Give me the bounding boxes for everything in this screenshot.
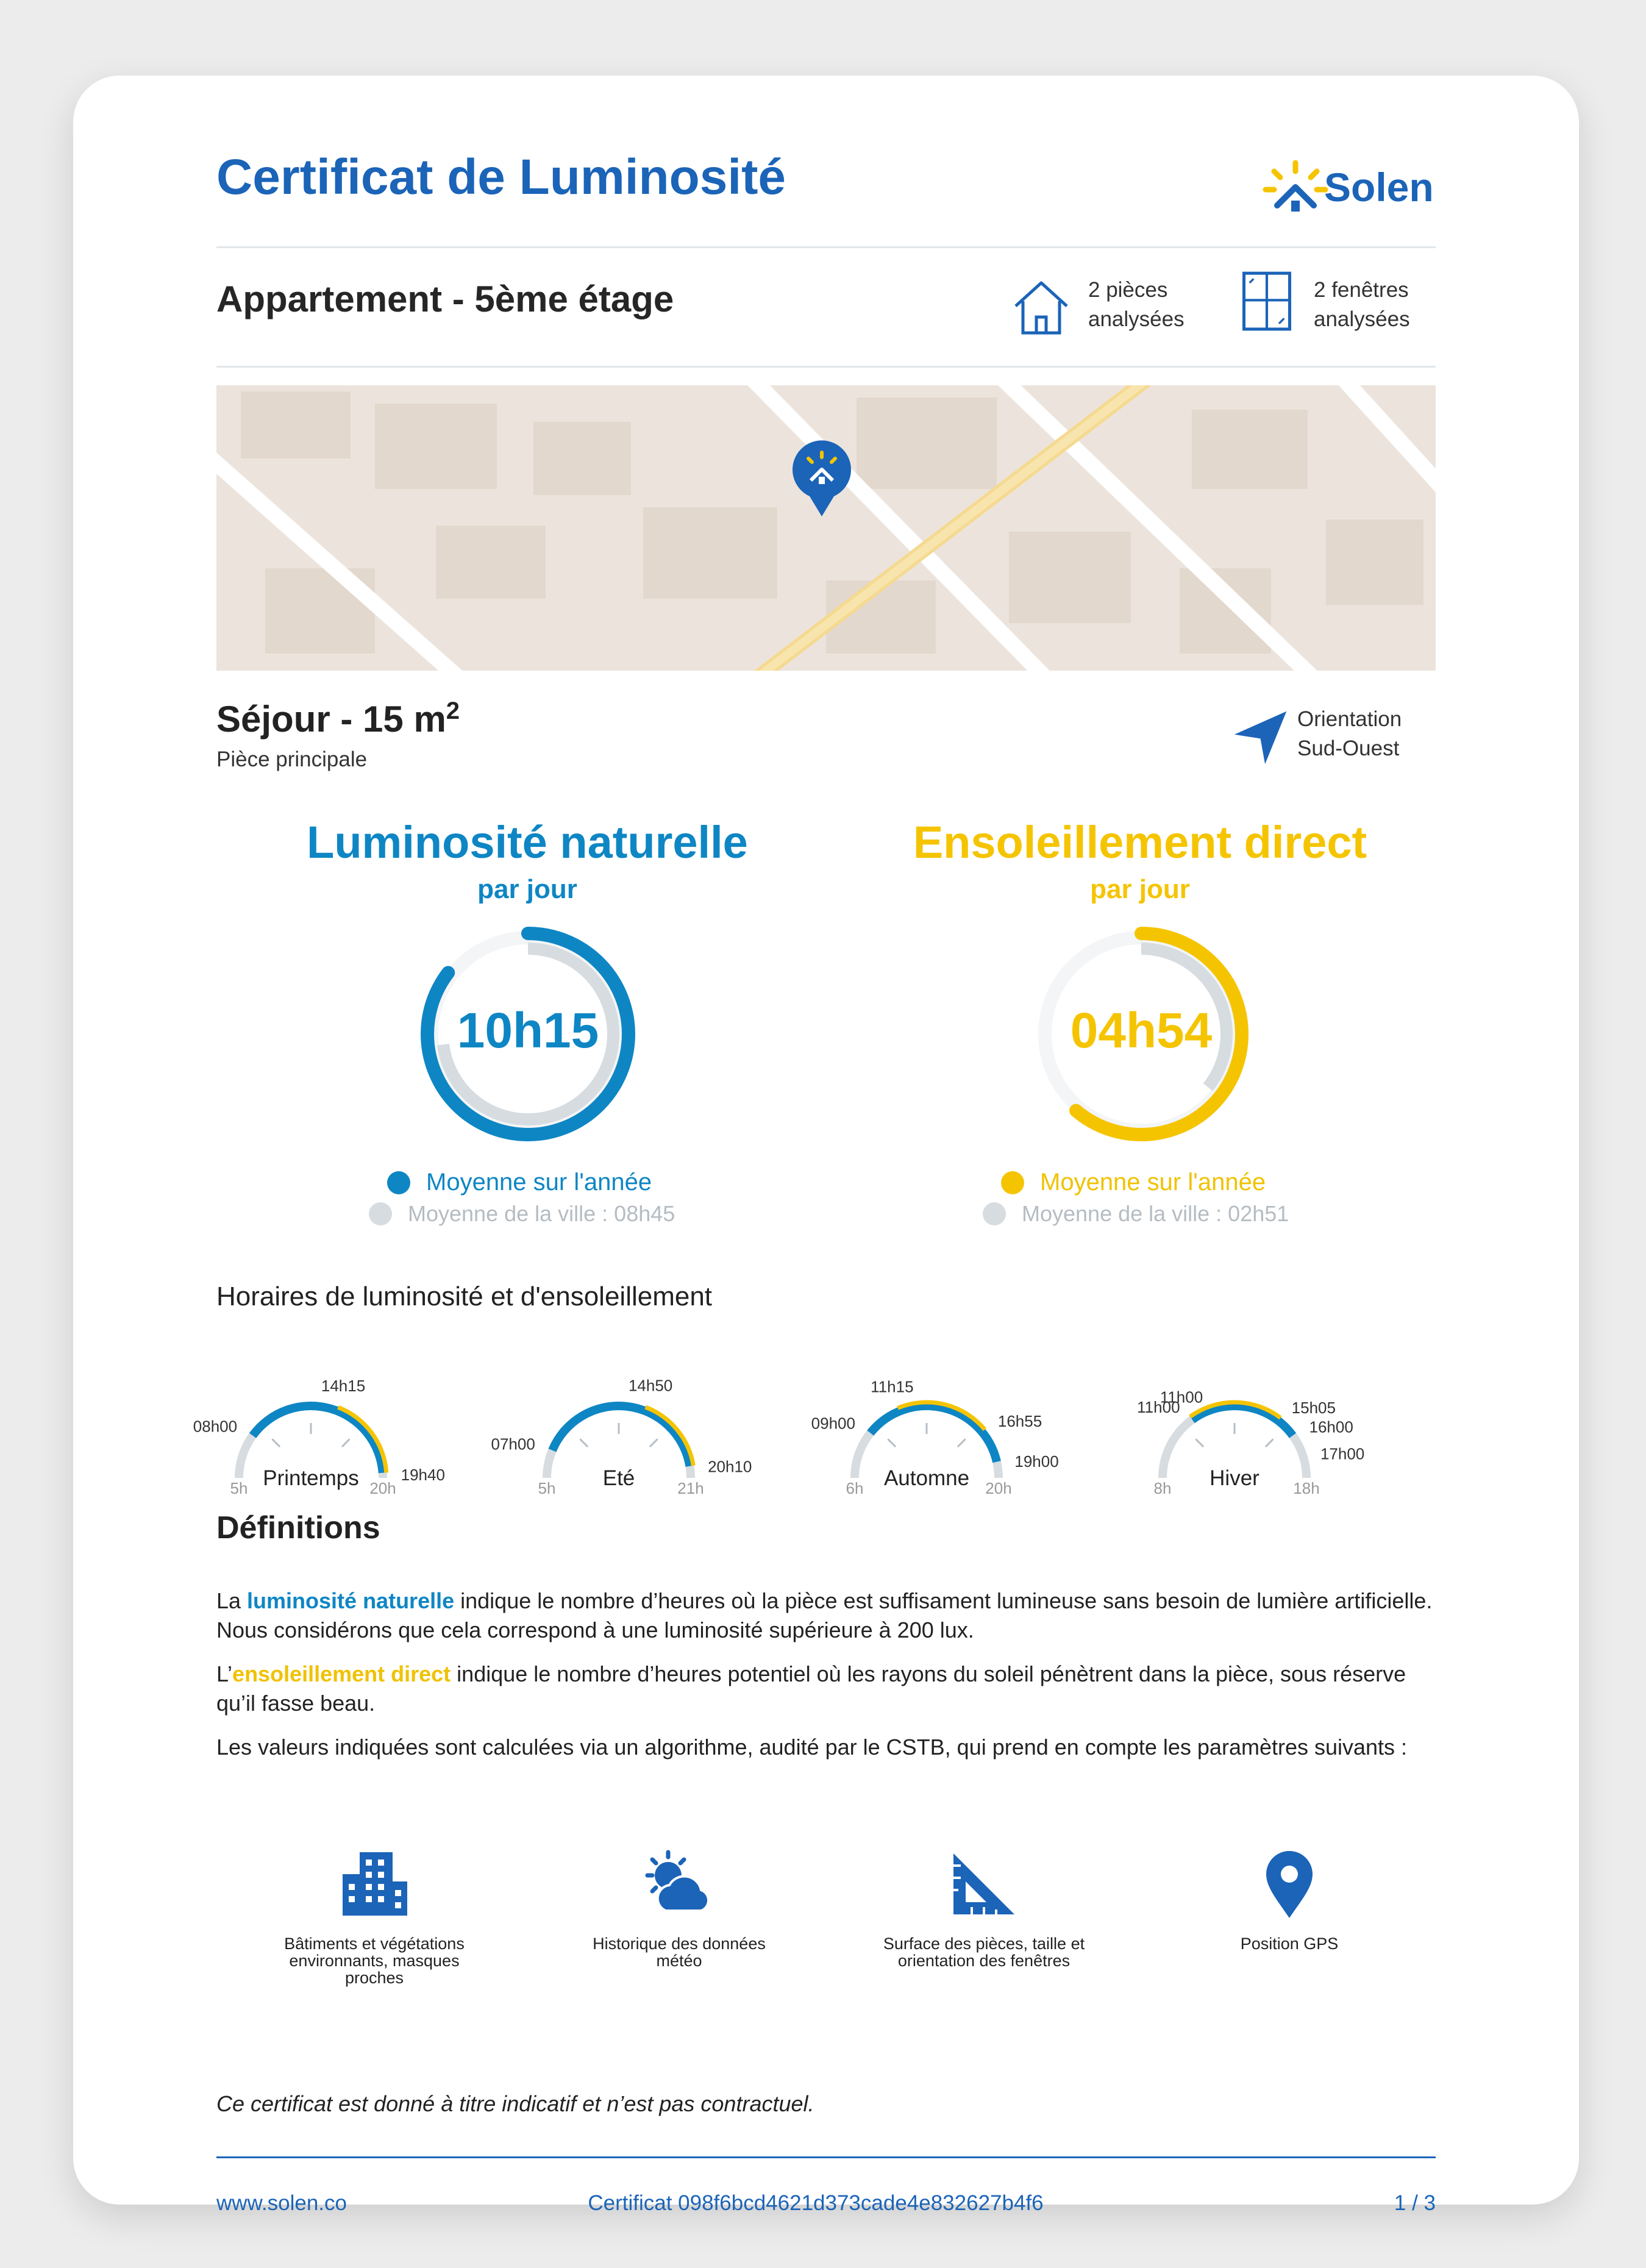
light-start-label: 11h00 bbox=[1137, 1398, 1180, 1417]
sun-end-label: 16h55 bbox=[997, 1412, 1042, 1431]
legend-dot bbox=[1001, 1171, 1024, 1194]
disclaimer: Ce certificat est donné à titre indicatif et n’est pas contractuel. bbox=[216, 2091, 814, 2116]
house-icon bbox=[1011, 277, 1072, 338]
range-end: 20h bbox=[369, 1479, 396, 1497]
gauge-sun-arc bbox=[646, 1407, 694, 1466]
sun-start-label: 14h15 bbox=[321, 1376, 366, 1395]
gauge-tick bbox=[1266, 1439, 1274, 1447]
range-start: 5h bbox=[230, 1479, 248, 1497]
legend-dot bbox=[983, 1202, 1006, 1225]
light-start-label: 07h00 bbox=[491, 1435, 535, 1453]
location-map[interactable] bbox=[216, 385, 1436, 671]
definition-luminosite: La luminosité naturelle indique le nombre d’heures où la pièce est suffisament lumineuse sans besoin de lumière artificielle. Nous considérons que cela correspond à une luminosité supérieure à 200 lux. bbox=[216, 1588, 1433, 1642]
weather-icon bbox=[643, 1847, 716, 1920]
gauge-light-arc bbox=[871, 1406, 997, 1462]
light-start-label: 08h00 bbox=[193, 1417, 238, 1436]
certificate-card bbox=[73, 76, 1579, 2215]
ensoleillement-legend-main: Moyenne sur l'année bbox=[1001, 1169, 1266, 1196]
footer-certificate-id: Certificat 098f6bcd4621d373cade4e832627b4f6 bbox=[588, 2191, 1044, 2215]
divider bbox=[216, 246, 1436, 248]
feature-label: Surface des pièces, taille et orientation des fenêtres bbox=[883, 1935, 1085, 1970]
gauge-tick bbox=[580, 1439, 588, 1447]
footer-divider bbox=[216, 2156, 1436, 2158]
gauge-track bbox=[1163, 1406, 1306, 1478]
definition-ensoleillement: L’ensoleillement direct indique le nombre d’heures potentiel où les rayons du soleil pénètrent dans la pièce, sous réserve qu’il fasse beau. bbox=[216, 1661, 1406, 1716]
room-title: Séjour - 15 $m^2$ bbox=[216, 697, 460, 740]
compass-arrow-icon bbox=[1231, 708, 1289, 766]
map-pin-icon bbox=[788, 440, 855, 519]
luminosite-legend-city: Moyenne de la ville : 08h45 bbox=[369, 1201, 675, 1227]
luminosite-legend-main: Moyenne sur l'année bbox=[387, 1169, 652, 1196]
end-label: 19h40 bbox=[401, 1465, 445, 1484]
gauge-tick bbox=[650, 1439, 658, 1447]
rooms-count: 2 pièces analysées bbox=[1088, 278, 1185, 331]
gauge-tick bbox=[958, 1439, 966, 1447]
ensoleillement-legend-city: Moyenne de la ville : 02h51 bbox=[983, 1201, 1289, 1227]
ensoleillement-title: Ensoleillement direct bbox=[913, 817, 1367, 868]
gauge-light-arc bbox=[253, 1406, 383, 1473]
season-name: Printemps bbox=[263, 1466, 359, 1490]
room-type: Pièce principale bbox=[216, 747, 368, 771]
gauge-light-arc bbox=[1192, 1406, 1293, 1436]
sun-end-label: 15h05 bbox=[1291, 1398, 1336, 1417]
logo-text: Solen bbox=[1324, 165, 1434, 210]
range-start: 5h bbox=[538, 1479, 556, 1497]
definition-algorithme: Les valeurs indiquées sont calculées via un algorithme, audité par le CSTB, qui prend en compte les paramètres suivants : bbox=[216, 1735, 1408, 1760]
gauge-track bbox=[547, 1406, 691, 1478]
feature-label: Position GPS bbox=[1240, 1935, 1339, 1953]
luminosite-title: Luminosité naturelle bbox=[307, 817, 748, 868]
window-icon bbox=[1236, 271, 1297, 332]
gauge-light-arc bbox=[552, 1406, 689, 1466]
range-end: 21h bbox=[677, 1479, 704, 1497]
ensoleillement-value: 04h54 bbox=[1070, 1003, 1213, 1058]
set-square-icon bbox=[947, 1847, 1021, 1920]
sun-start-label: 11h00 bbox=[1160, 1388, 1203, 1407]
windows-count: 2 fenêtres analysées bbox=[1314, 278, 1410, 331]
location-pin-icon bbox=[1253, 1847, 1326, 1920]
range-end: 20h bbox=[985, 1479, 1012, 1497]
season-name: Hiver bbox=[1210, 1466, 1259, 1490]
range-start: 6h bbox=[846, 1479, 864, 1497]
ensoleillement-subtitle: par jour bbox=[1090, 874, 1190, 904]
horaires-title: Horaires de luminosité et d'ensoleillement bbox=[216, 1282, 713, 1311]
map-streets bbox=[216, 385, 1436, 671]
footer-website-link[interactable]: www.solen.co bbox=[216, 2191, 347, 2215]
feature-label: Bâtiments et végétations environnants, masques proches bbox=[284, 1935, 465, 1987]
property-title: Appartement - 5ème étage bbox=[216, 279, 674, 319]
end-label: 17h00 bbox=[1320, 1444, 1365, 1463]
gauge-tick bbox=[272, 1439, 280, 1447]
feature-label: Historique des données météo bbox=[593, 1935, 766, 1970]
range-end: 18h bbox=[1293, 1479, 1320, 1497]
divider bbox=[216, 366, 1436, 368]
luminosite-subtitle: par jour bbox=[477, 874, 577, 904]
footer-page-number: 1 / 3 bbox=[1394, 2191, 1436, 2215]
page-title: Certificat de Luminosité bbox=[216, 149, 786, 205]
luminosite-value: 10h15 bbox=[457, 1003, 599, 1058]
end-label: 19h00 bbox=[1014, 1452, 1059, 1471]
season-name: Eté bbox=[602, 1466, 635, 1490]
light-start-label: 09h00 bbox=[811, 1414, 855, 1433]
orientation: Orientation Sud-Ouest bbox=[1297, 707, 1402, 760]
legend-dot bbox=[387, 1171, 410, 1194]
gauge-track bbox=[855, 1406, 999, 1478]
definitions-title: Définitions bbox=[216, 1510, 380, 1546]
sun-start-label: 14h50 bbox=[628, 1376, 673, 1395]
gauge-sun-arc bbox=[898, 1402, 985, 1430]
end-label: 20h10 bbox=[708, 1457, 752, 1476]
gauge-sun-arc bbox=[338, 1407, 386, 1472]
gauge-sun-arc bbox=[1190, 1402, 1280, 1418]
legend-dot bbox=[369, 1202, 392, 1225]
buildings-icon bbox=[338, 1847, 411, 1920]
light-end-label: 16h00 bbox=[1309, 1417, 1353, 1436]
gauge-track bbox=[239, 1406, 383, 1478]
gauge-tick bbox=[342, 1439, 350, 1447]
gauge-tick bbox=[1195, 1439, 1203, 1447]
season-name: Automne bbox=[883, 1466, 970, 1490]
gauge-tick bbox=[888, 1439, 896, 1447]
sun-house-icon bbox=[1262, 158, 1329, 219]
sun-start-label: 11h15 bbox=[871, 1377, 914, 1396]
range-start: 8h bbox=[1153, 1479, 1172, 1497]
